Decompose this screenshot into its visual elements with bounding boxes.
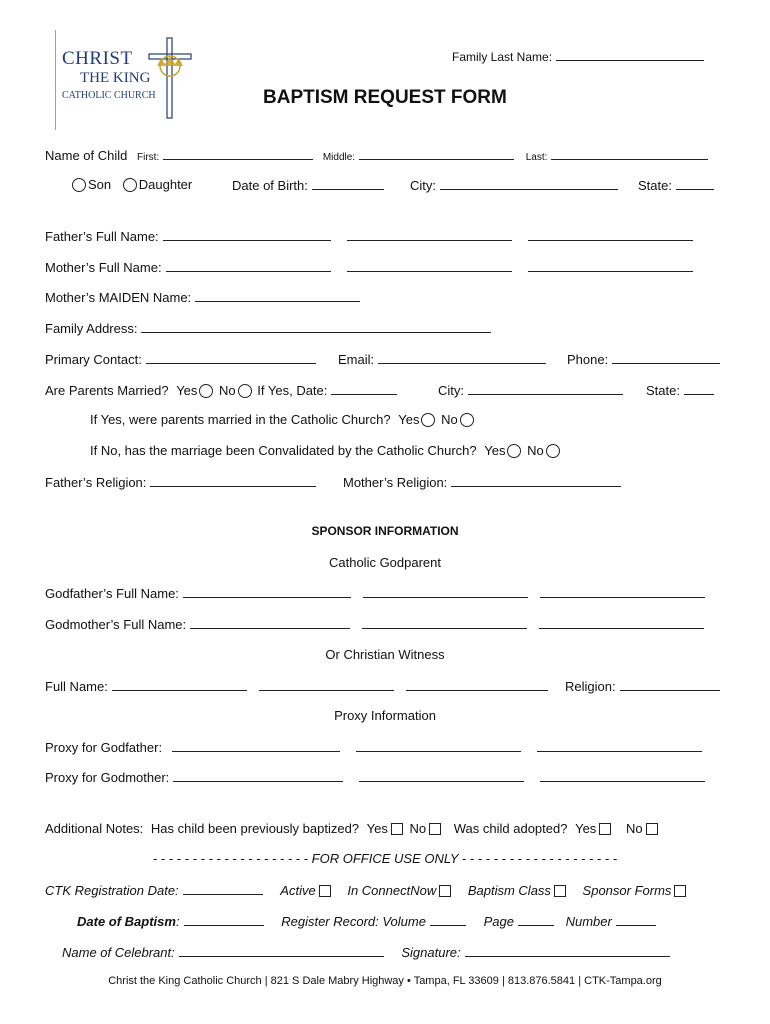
phone-field[interactable] (567, 351, 720, 367)
married-no-radio[interactable] (238, 384, 252, 398)
logo-line2: THE KING (80, 70, 151, 86)
logo-line3: CATHOLIC CHURCH (62, 90, 156, 101)
register-volume-label: Register Record: Volume (281, 914, 426, 929)
signature-label: Signature: (401, 945, 461, 960)
catholic-church-question: If Yes, were parents married in the Catholic Church? (90, 412, 391, 427)
godmother-label: Godmother’s Full Name: (45, 617, 187, 632)
ctk-registration-label: CTK Registration Date: (45, 883, 179, 898)
last-name-input[interactable] (551, 147, 708, 160)
adopted-no-checkbox[interactable] (646, 823, 658, 835)
cross-crown-icon (145, 36, 195, 121)
married-city-field[interactable] (438, 382, 623, 398)
office-row-3 (62, 944, 670, 960)
child-name-row (45, 147, 708, 163)
dob-field[interactable] (232, 177, 384, 193)
additional-notes-row (45, 821, 661, 836)
baptized-yes-label: Yes (366, 821, 388, 836)
celebrant-label: Name of Celebrant: (62, 945, 175, 960)
catholic-godparent-heading: Catholic Godparent (328, 555, 441, 570)
celebrant-input[interactable] (179, 944, 384, 957)
email-field[interactable] (338, 351, 546, 367)
convalidated-question: If No, has the marriage been Convalidated by the Catholic Church? (90, 443, 477, 458)
baptized-no-label: No (409, 821, 427, 836)
mother-maiden-label: Mother’s MAIDEN Name: (45, 290, 192, 305)
father-religion-label: Father’s Religion: (45, 475, 147, 490)
parents-married-label: Are Parents Married? (45, 383, 169, 398)
sponsor-forms-label: Sponsor Forms (582, 883, 672, 898)
email-label: Email: (338, 352, 375, 367)
footer-contact: Christ the King Catholic Church | 821 S Dale Mabry Highway • Tampa, FL 33609 | 813.876.5841 | CTK-Tampa.org (108, 975, 662, 987)
middle-label: Middle: (322, 152, 356, 163)
catholic-no-radio[interactable] (460, 413, 474, 427)
catholic-no-label: No (441, 412, 458, 427)
baptized-yes-checkbox[interactable] (391, 823, 403, 835)
proxy-godmother-row[interactable] (45, 769, 705, 785)
page-input[interactable] (518, 913, 554, 926)
convalidated-no-radio[interactable] (546, 444, 560, 458)
adopted-yes-checkbox[interactable] (599, 823, 611, 835)
mother-maiden-row[interactable] (45, 289, 360, 305)
active-checkbox[interactable] (319, 885, 331, 897)
first-name-input[interactable] (163, 147, 313, 160)
baptized-no-checkbox[interactable] (429, 823, 441, 835)
married-date-input[interactable] (331, 382, 397, 395)
primary-contact-label: Primary Contact: (45, 352, 142, 367)
convalidated-row (90, 443, 562, 458)
catholic-church-row (90, 412, 476, 427)
ctk-registration-input[interactable] (183, 882, 263, 895)
office-row-1 (45, 882, 689, 898)
child-city-field[interactable] (410, 177, 618, 193)
daughter-radio[interactable] (123, 178, 137, 192)
child-state-label: State: (638, 178, 672, 193)
last-label: Last: (525, 152, 548, 163)
child-gender-row (70, 177, 192, 192)
office-use-banner: - - - - - - - - - - - - - - - - - - - - FOR OFFICE USE ONLY - - - - - - - - - - - - - - - - - - - - (152, 851, 618, 866)
number-input[interactable] (616, 913, 656, 926)
married-state-label: State: (646, 383, 680, 398)
mother-name-row[interactable] (45, 259, 693, 275)
logo-divider (55, 30, 56, 130)
married-yes-label: Yes (176, 383, 198, 398)
family-last-name-label: Family Last Name: (452, 50, 553, 64)
witness-name-label: Full Name: (45, 679, 108, 694)
married-yes-radio[interactable] (199, 384, 213, 398)
sponsor-heading: SPONSOR INFORMATION (311, 524, 459, 538)
godfather-row[interactable] (45, 585, 705, 601)
connectnow-checkbox[interactable] (439, 885, 451, 897)
father-religion-field[interactable] (45, 474, 316, 490)
form-title: BAPTISM REQUEST FORM (263, 87, 507, 108)
convalidated-no-label: No (527, 443, 544, 458)
married-city-label: City: (438, 383, 464, 398)
godmother-row[interactable] (45, 616, 704, 632)
baptism-class-checkbox[interactable] (554, 885, 566, 897)
adopted-yes-label: Yes (575, 821, 597, 836)
convalidated-yes-label: Yes (484, 443, 506, 458)
middle-name-input[interactable] (359, 147, 514, 160)
child-name-label: Name of Child (45, 148, 128, 163)
son-label: Son (88, 177, 112, 192)
married-date-label: If Yes, Date: (257, 383, 328, 398)
proxy-heading: Proxy Information (334, 708, 436, 723)
connectnow-label: In ConnectNow (347, 883, 437, 898)
catholic-yes-radio[interactable] (421, 413, 435, 427)
family-last-name-field[interactable] (452, 48, 704, 64)
dob-label: Date of Birth: (232, 178, 308, 193)
witness-name-row[interactable] (45, 678, 548, 694)
father-name-label: Father’s Full Name: (45, 229, 159, 244)
witness-religion-label: Religion: (565, 679, 616, 694)
proxy-godfather-label: Proxy for Godfather: (45, 740, 163, 755)
adopted-no-label: No (625, 821, 643, 836)
married-state-field[interactable] (646, 382, 714, 398)
primary-contact-field[interactable] (45, 351, 316, 367)
office-row-2: Date of Baptism: Register Record: Volume Page Number (77, 913, 656, 929)
proxy-godmother-label: Proxy for Godmother: (45, 770, 170, 785)
mother-religion-field[interactable] (343, 474, 621, 490)
proxy-godfather-row[interactable] (45, 739, 702, 755)
child-state-field[interactable] (638, 177, 714, 193)
page-label: Page (483, 914, 514, 929)
daughter-label: Daughter (138, 177, 193, 192)
family-address-row[interactable] (45, 320, 491, 336)
first-label: First: (137, 152, 160, 163)
baptism-class-label: Baptism Class (467, 883, 551, 898)
child-city-label: City: (410, 178, 436, 193)
son-radio[interactable] (72, 178, 86, 192)
married-no-label: No (219, 383, 236, 398)
volume-input[interactable] (430, 913, 466, 926)
convalidated-yes-radio[interactable] (507, 444, 521, 458)
witness-religion-field[interactable] (565, 678, 720, 694)
number-label: Number (565, 914, 612, 929)
logo-line1: CHRIST (62, 48, 133, 69)
christian-witness-heading: Or Christian Witness (325, 647, 445, 662)
baptized-question: Has child been previously baptized? (150, 821, 360, 836)
phone-label: Phone: (567, 352, 609, 367)
mother-name-label: Mother’s Full Name: (45, 260, 162, 275)
catholic-yes-label: Yes (398, 412, 420, 427)
active-label: Active (280, 883, 316, 898)
additional-notes-label: Additional Notes: (45, 821, 144, 836)
father-name-row[interactable] (45, 228, 693, 244)
adopted-question: Was child adopted? (453, 821, 568, 836)
date-of-baptism-label: Date of Baptism (77, 914, 176, 929)
godfather-label: Godfather’s Full Name: (45, 586, 179, 601)
family-address-label: Family Address: (45, 321, 138, 336)
sponsor-forms-checkbox[interactable] (674, 885, 686, 897)
date-of-baptism-input[interactable] (184, 913, 264, 926)
mother-religion-label: Mother’s Religion: (343, 475, 448, 490)
signature-input[interactable] (465, 944, 670, 957)
parents-married-row (45, 382, 397, 398)
